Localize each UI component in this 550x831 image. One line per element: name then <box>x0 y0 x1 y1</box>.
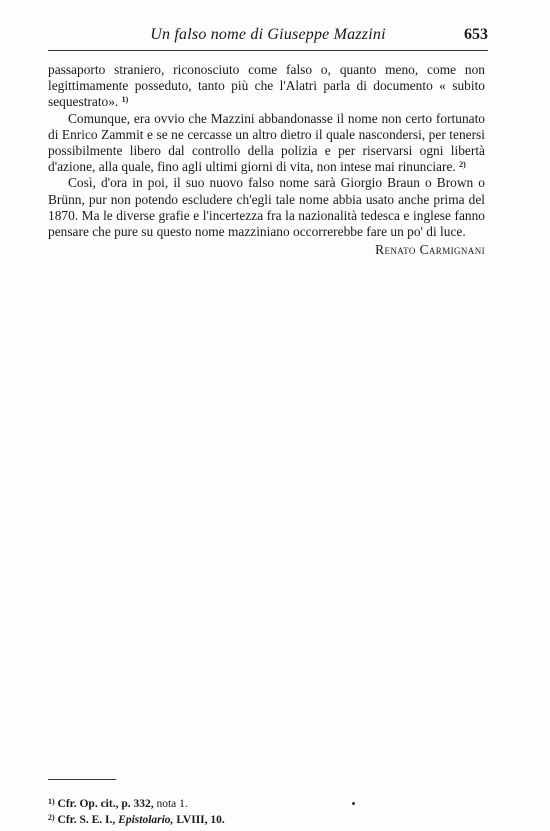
paragraph-1 <box>48 62 485 111</box>
paragraph-3-text: Così, d'ora in poi, il suo nuovo falso nome sarà Giorgio Braun o Brown o Brünn, pur non potendo escludere ch'egli tale nome abbia usato anche prima del 1870. Ma le diverse grafie e l'incertezza fra la nazionalità tedesca e inglese fanno pensare che pure su questo nome mazziniano occorrerebbe fare un po' di luce. <box>48 175 485 240</box>
footnote-ref-1: 1) <box>121 95 129 105</box>
footnotes <box>48 795 428 827</box>
footnote-2-work: Epistolario, <box>118 814 174 826</box>
footnote-1-marker: 1) <box>48 797 55 806</box>
paragraph-3 <box>48 175 485 240</box>
footnote-2-detail: LVIII, 10. <box>176 814 225 826</box>
article-body <box>48 62 485 258</box>
footnote-1 <box>48 795 428 811</box>
author-signature: Renato Carmignani <box>375 242 485 258</box>
paragraph-1-text: passaporto straniero, riconosciuto come falso o, quanto meno, come non legittimamente posseduto, tanto più che l'Alatri parla di documento « subito sequestrato». <box>48 62 485 110</box>
footnote-ref-2: 2) <box>459 160 466 170</box>
running-title: Un falso nome di Giuseppe Mazzini <box>150 26 386 43</box>
page-number: 653 <box>464 26 488 43</box>
footnote-1-note: nota 1. <box>156 798 188 810</box>
footnote-1-ref: Cfr. Op. cit., p. 332, <box>57 798 154 810</box>
header-rule <box>48 50 488 51</box>
footnote-rule <box>48 779 116 780</box>
footnote-2-marker: 2) <box>48 813 55 822</box>
paragraph-2-text: Comunque, era ovvio che Mazzini abbandonasse il nome non certo fortunato di Enrico Zammit e se ne cercasse un altro dietro il quale nascondersi, per tenersi possibilmente libero dal controllo della polizia e per riservarsi ogni libertà d'azione, alla quale, fino agli ultimi giorni di vita, non intese mai rinunciare. <box>48 110 485 175</box>
page-header <box>48 26 488 48</box>
footnote-2 <box>48 811 428 827</box>
footnote-2-ref: Cfr. S. E. I., <box>57 814 116 826</box>
paragraph-2 <box>48 111 485 176</box>
